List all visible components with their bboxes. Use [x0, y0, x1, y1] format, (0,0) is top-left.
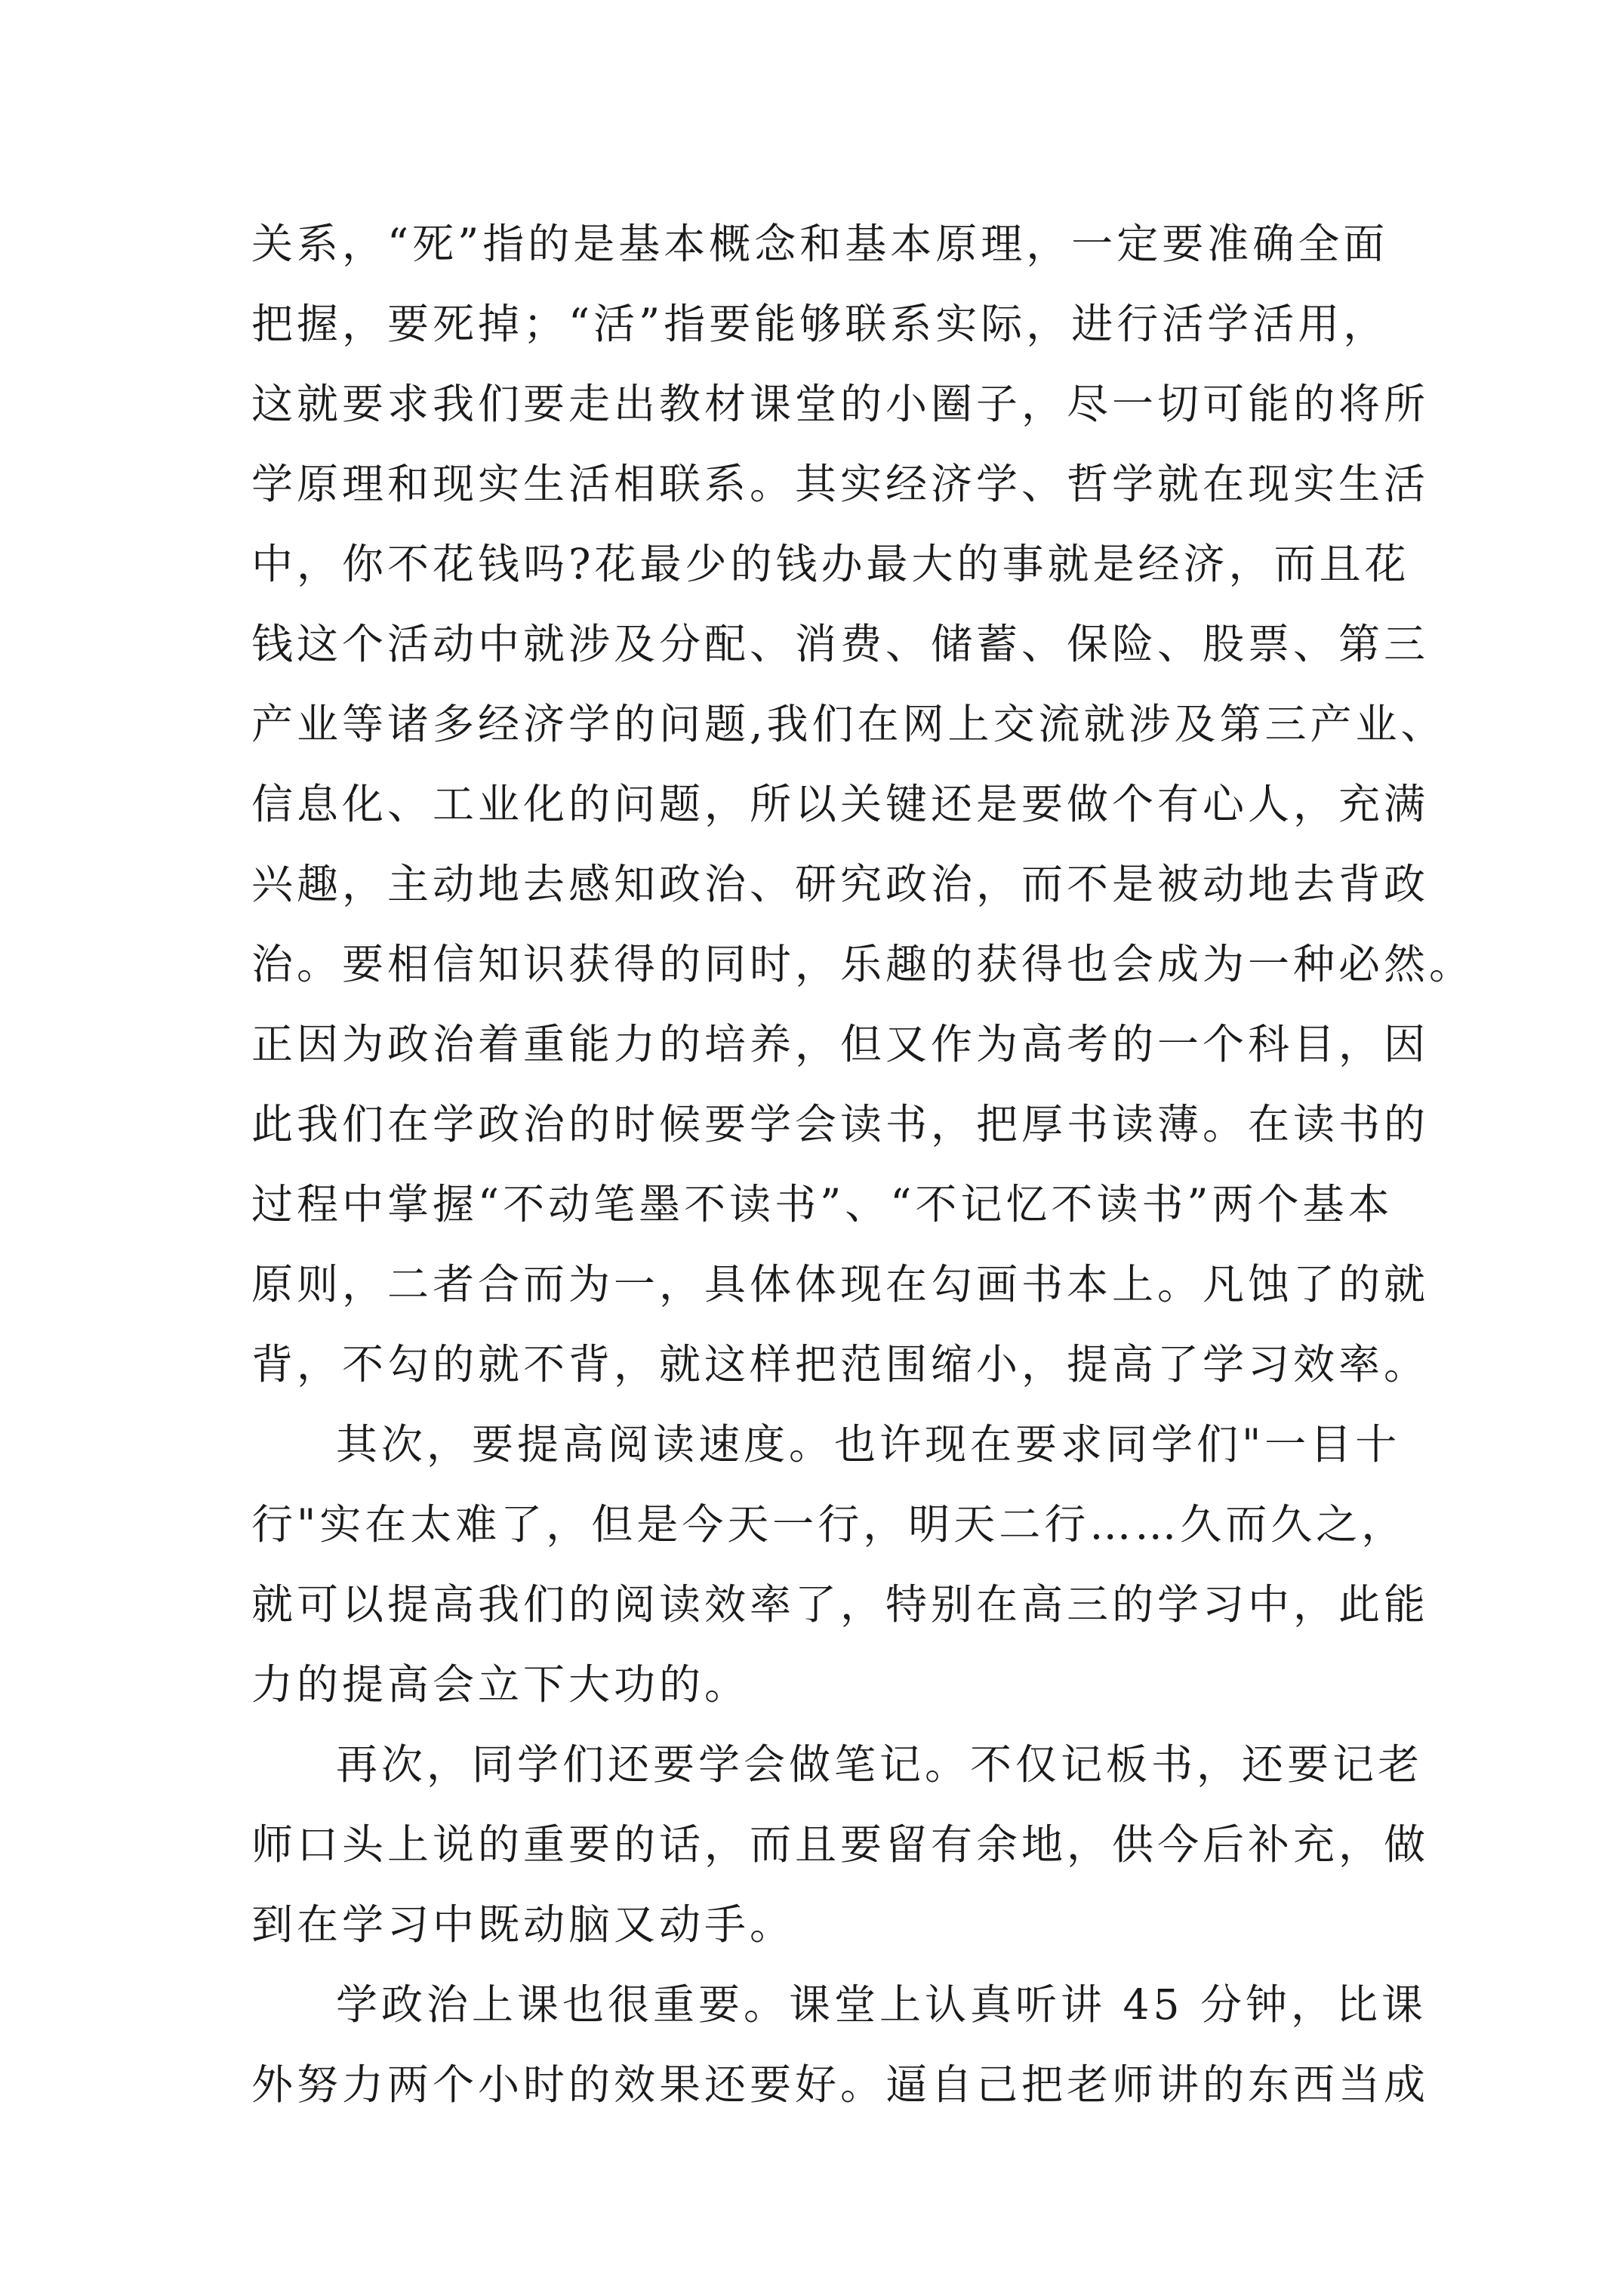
- text-line: 此我们在学政治的时候要学会读书，把厚书读薄。在读书的: [251, 1100, 1430, 1148]
- text-line: 兴趣，主动地去感知政治、研究政治，而不是被动地去背政: [251, 860, 1430, 908]
- text-line: 学原理和现实生活相联系。其实经济学、哲学就在现实生活: [251, 460, 1430, 508]
- text-line: 治。要相信知识获得的同时，乐趣的获得也会成为一种必然。: [251, 940, 1475, 988]
- text-line: 学政治上课也很重要。课堂上认真听讲 45 分钟，比课: [336, 1980, 1427, 2029]
- text-line: 正因为政治着重能力的培养，但又作为高考的一个科目，因: [251, 1020, 1430, 1068]
- text-line: 产业等诸多经济学的问题,我们在网上交流就涉及第三产业、: [251, 700, 1446, 748]
- text-line: 信息化、工业化的问题，所以关键还是要做个有心人，充满: [251, 780, 1430, 828]
- text-line: 再次，同学们还要学会做笔记。不仅记板书，还要记老: [336, 1740, 1424, 1789]
- text-line: 外努力两个小时的效果还要好。逼自己把老师讲的东西当成: [251, 2060, 1430, 2109]
- text-line: 把握，要死掉；“活”指要能够联系实际，进行活学活用，: [251, 300, 1389, 348]
- text-line: 力的提高会立下大功的。: [251, 1660, 750, 1709]
- text-line: 就可以提高我们的阅读效率了，特别在高三的学习中，此能: [251, 1580, 1430, 1629]
- text-line: 师口头上说的重要的话，而且要留有余地，供今后补充，做: [251, 1820, 1430, 1869]
- body-text: [251, 204, 1475, 2125]
- text-line: 到在学习中既动脑又动手。: [251, 1900, 796, 1949]
- text-line: 中，你不花钱吗?花最少的钱办最大的事就是经济，而且花: [251, 540, 1410, 588]
- text-line: 这就要求我们要走出教材课堂的小圈子，尽一切可能的将所: [251, 380, 1430, 428]
- text-line: 关系，“死”指的是基本概念和基本原理，一定要准确全面: [251, 220, 1389, 268]
- text-line: 行"实在太难了，但是今天一行，明天二行……久而久之，: [251, 1500, 1407, 1549]
- text-line: 原则，二者合而为一，具体体现在勾画书本上。凡蚀了的就: [251, 1260, 1430, 1308]
- text-line: 其次，要提高阅读速度。也许现在要求同学们"一目十: [336, 1420, 1401, 1469]
- text-line: 钱这个活动中就涉及分配、消费、储蓄、保险、股票、第三: [251, 620, 1430, 668]
- text-line: 过程中掌握“不动笔墨不读书”、“不记忆不读书”两个基本: [251, 1180, 1394, 1228]
- text-line: 背，不勾的就不背，就这样把范围缩小，提高了学习效率。: [251, 1340, 1430, 1388]
